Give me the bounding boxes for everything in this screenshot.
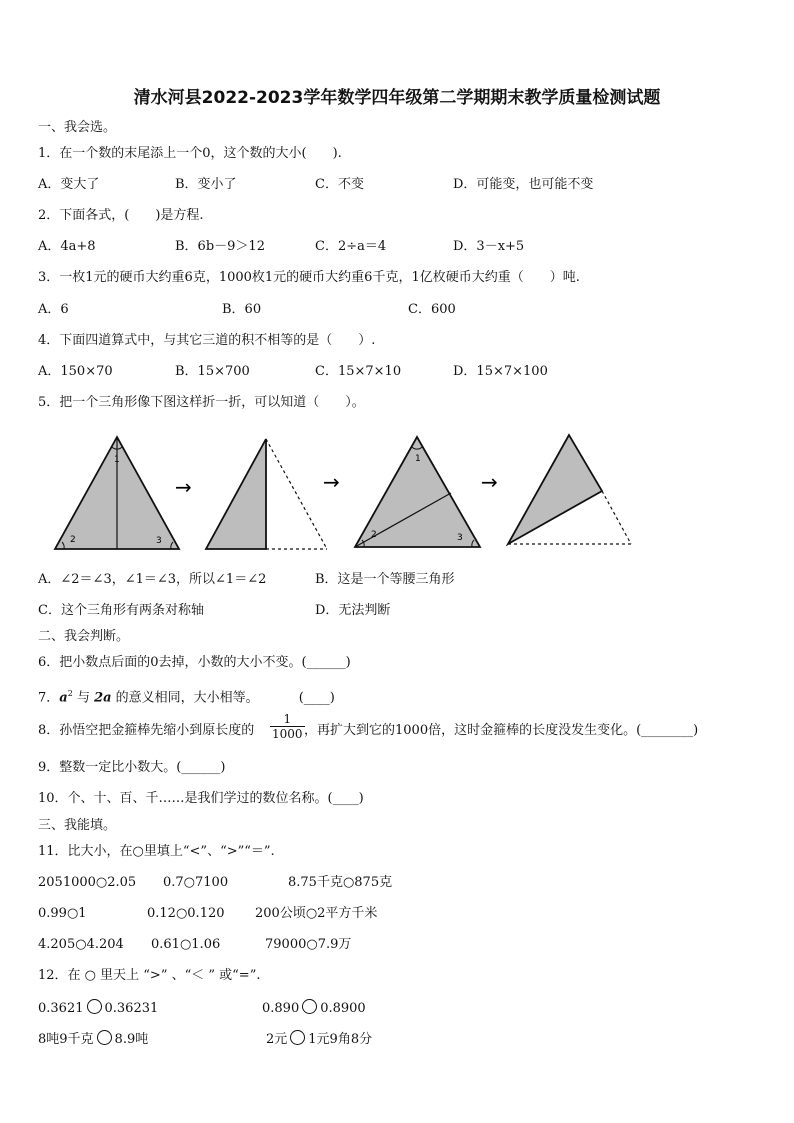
q12-item[interactable]: 8吨9千克 8.9吨 (38, 1032, 149, 1047)
q5-option-c[interactable]: C．这个三角形有两条对称轴 (38, 603, 204, 618)
q11-item[interactable]: 0.7○7100 (163, 875, 229, 890)
q5-stem: 5．把一个三角形像下图这样折一折，可以知道（ ）。 (38, 395, 365, 410)
q9-statement: 9．整数一定比小数大。(______) (38, 760, 226, 775)
q7-statement: 7．$a^2$ 与 2a 的意义相同，大小相等。 (____) (38, 689, 335, 706)
q4-option-a[interactable]: A．150×70 (38, 364, 113, 379)
q2-option-a[interactable]: A．4a+8 (38, 239, 96, 254)
q2-option-b[interactable]: B．6b－9＞12 (175, 239, 265, 254)
q3-option-c[interactable]: C．600 (408, 302, 456, 317)
q8-fraction: $\frac{1}{1000}$ (272, 712, 303, 741)
q4-option-d[interactable]: D．15×7×100 (453, 364, 548, 379)
q11-item[interactable]: 4.205○4.204 (38, 937, 124, 952)
section-2-heading: 二、我会判断。 (38, 629, 130, 644)
triangle-original-2 (355, 437, 480, 547)
q5-option-a[interactable]: A．∠2＝∠3，∠1＝∠3，所以∠1＝∠2 (38, 572, 267, 587)
q5-option-b[interactable]: B．这是一个等腰三角形 (315, 572, 455, 587)
q4-option-b[interactable]: B．15×700 (175, 364, 250, 379)
page-title: 清水河县2022-2023学年数学四年级第二学期期末教学质量检测试题 (133, 88, 661, 108)
angle-3-label: 3 (156, 536, 162, 546)
q7-2a: 2a (94, 690, 112, 706)
triangle-folded-altitude (206, 439, 327, 549)
q11-item[interactable]: 79000○7.9万 (265, 937, 352, 952)
angle-2-label-2: 2 (371, 530, 377, 540)
q11-item[interactable]: 8.75千克○875克 (288, 875, 393, 890)
q12-stem: 12．在 ○ 里天上 “>” 、“＜ ” 或“=”. (38, 968, 261, 983)
q8-post: ，再扩大到它的1000倍，这时金箍棒的长度没发生变化。(________) (304, 723, 699, 738)
q12-item[interactable]: 0.3621 0.36231 (38, 1001, 159, 1016)
compare-circle[interactable] (290, 1030, 305, 1045)
angle-1-label: 1 (114, 455, 120, 465)
q1-stem: 1．在一个数的末尾添上一个0，这个数的大小( ). (38, 146, 342, 161)
compare-circle[interactable] (302, 999, 317, 1014)
section-3-heading: 三、我能填。 (38, 818, 117, 833)
arrow-3: → (481, 470, 498, 494)
q11-item[interactable]: 200公顷○2平方千米 (255, 906, 378, 921)
arrow-2: → (323, 470, 340, 494)
q4-option-c[interactable]: C．15×7×10 (315, 364, 402, 379)
triangle-original (55, 437, 179, 549)
q4-stem: 4．下面四道算式中，与其它三道的积不相等的是（ ）. (38, 333, 376, 348)
q12-item[interactable]: 2元 1元9角8分 (266, 1032, 373, 1047)
q7-answer-blank[interactable]: (____) (298, 690, 335, 706)
q10-statement: 10．个、十、百、千……是我们学过的数位名称。(____) (38, 791, 364, 806)
section-1-heading: 一、我会选。 (38, 120, 117, 135)
arrow-1: → (175, 475, 192, 499)
q3-stem: 3．一枚1元的硬币大约重6克，1000枚1元的硬币大约重6千克，1亿枚硬币大约重（ ）吨. (38, 270, 580, 285)
angle-1-label-2: 1 (415, 454, 421, 464)
q6-statement: 6．把小数点后面的0去掉，小数的大小不变。(______) (38, 655, 351, 670)
q11-stem: 11．比大小，在○里填上“<”、“>”“＝”. (38, 844, 275, 859)
q2-option-d[interactable]: D．3－x+5 (453, 239, 525, 254)
triangle-folded-bisector (508, 435, 631, 544)
q7-a-squared: a (59, 690, 68, 706)
q8-pre: 8．孙悟空把金箍棒先缩小到原长度的 (38, 723, 255, 738)
compare-circle[interactable] (97, 1030, 112, 1045)
q1-option-a[interactable]: A．变大了 (38, 177, 100, 192)
q1-option-d[interactable]: D．可能变，也可能不变 (453, 177, 594, 192)
q1-option-b[interactable]: B．变小了 (175, 177, 237, 192)
q12-item[interactable]: 0.890 0.8900 (262, 1001, 366, 1016)
q2-option-c[interactable]: C．2÷a＝4 (315, 239, 387, 254)
q11-item[interactable]: 0.12○0.120 (147, 906, 225, 921)
q5-folding-figure (40, 425, 660, 560)
q11-item[interactable]: 2051000○2.05 (38, 875, 137, 890)
q11-item[interactable]: 0.61○1.06 (151, 937, 221, 952)
compare-circle[interactable] (87, 999, 102, 1014)
q3-option-b[interactable]: B．60 (222, 302, 262, 317)
angle-2-label: 2 (70, 535, 76, 545)
q5-option-d[interactable]: D．无法判断 (315, 603, 391, 618)
q3-option-a[interactable]: A．6 (38, 302, 69, 317)
q2-stem: 2．下面各式，( )是方程. (38, 208, 204, 223)
angle-3-label-2: 3 (457, 533, 463, 543)
q11-item[interactable]: 0.99○1 (38, 906, 87, 921)
q1-option-c[interactable]: C．不变 (315, 177, 364, 192)
